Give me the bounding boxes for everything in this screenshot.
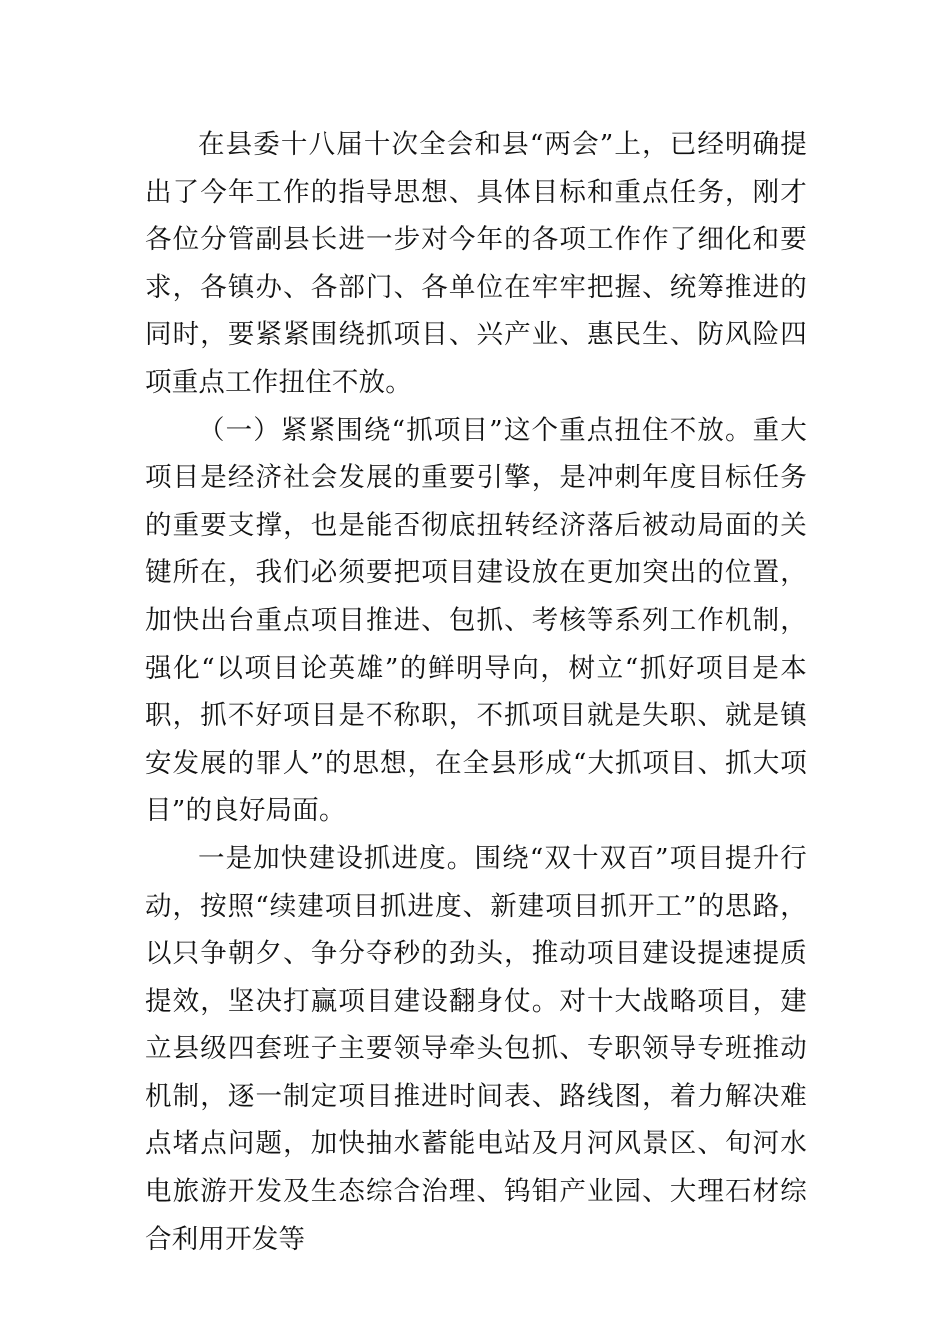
paragraph-point-one: 一是加快建设抓进度。围绕“双十双百”项目提升行动，按照“续建项目抓进度、新建项目抓开工”的思路，以只争朝夕、争分夺秒的劲头，推动项目建设提速提质提效，坚决打赢项目建设翻身仗。对十大战略项目，建立县级四套班子主要领导牵头包抓、专职领导专班推动机制，逐一制定项目推进时间表、路线图，着力解决难点堵点问题，加快抽水蓄能电站及月河风景区、旬河水电旅游开发及生态综合治理、钨钼产业园、大理石材综合利用开发等 — [145, 842, 807, 1255]
paragraph-intro: 在县委十八届十次全会和县“两会”上，已经明确提出了今年工作的指导思想、具体目标和重点任务，刚才各位分管副县长进一步对今年的各项工作作了细化和要求，各镇办、各部门、各单位在牢牢把握、统筹推进的同时，要紧紧围绕抓项目、兴产业、惠民生、防风险四项重点工作扭住不放。 — [145, 129, 807, 398]
document-body — [145, 121, 807, 1263]
paragraph-section-one: （一）紧紧围绕“抓项目”这个重点扭住不放。重大项目是经济社会发展的重要引擎，是冲刺年度目标任务的重要支撑，也是能否彻底扭转经济落后被动局面的关键所在，我们必须要把项目建设放在更加突出的位置，加快出台重点项目推进、包抓、考核等系列工作机制，强化“以项目论英雄”的鲜明导向，树立“抓好项目是本职，抓不好项目是不称职，不抓项目就是失职、就是镇安发展的罪人”的思想，在全县形成“大抓项目、抓大项目”的良好局面。 — [145, 414, 807, 827]
